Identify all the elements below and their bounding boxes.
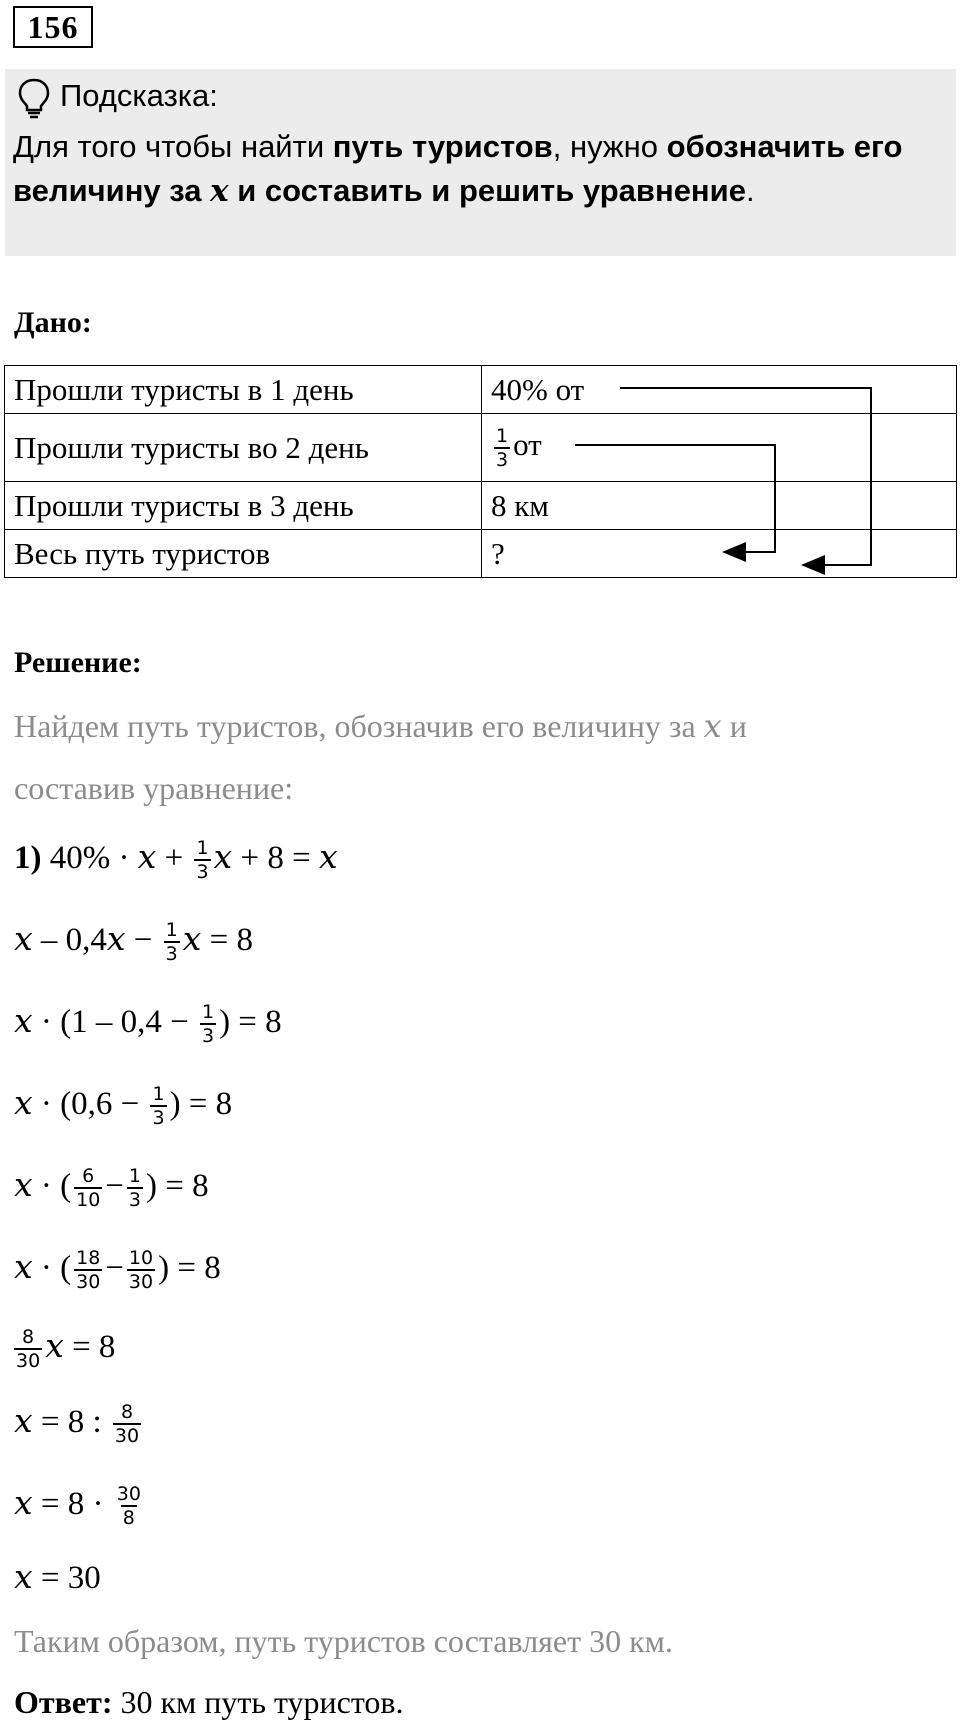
equation-10: x = 30	[14, 1557, 101, 1596]
hint-emphasis: обозначить его	[666, 129, 903, 164]
table-cell-value: 40% от	[482, 366, 957, 414]
equation-9: x = 8 · $\frac{30}{8}$	[14, 1483, 141, 1530]
table-row	[5, 414, 957, 482]
equation-1: 1) 40% · x + $\frac{1}{3}$ x + 8 = x	[14, 837, 338, 884]
table-cell-label: Прошли туристы в 3 день	[5, 482, 482, 530]
hint-text: , нужно	[552, 129, 667, 164]
hint-title: Подсказка:	[60, 78, 218, 113]
task-number: 156	[13, 6, 93, 48]
table-cell-label: Прошли туристы во 2 день	[5, 414, 482, 482]
conclusion: Таким образом, путь туристов составляет 30 км.	[14, 1623, 673, 1659]
equation-6: x · ( $\frac{18}{30}$ − $\frac{10}{30}$ ) = 8	[14, 1247, 221, 1294]
equation-7: $\frac{8}{30}$ x = 8	[16, 1326, 116, 1373]
table-cell-value: $\frac{1}{3}$ от	[482, 414, 957, 482]
equation-3: x · (1 – 0,4 − $\frac{1}{3}$ ) = 8	[14, 1001, 282, 1048]
solution-intro-line-2: составив уравнение:	[14, 770, 294, 806]
lightbulb-icon	[16, 76, 52, 120]
table-cell-value: ?	[482, 530, 957, 578]
table-row	[5, 530, 957, 578]
hint-text-line-2	[13, 171, 755, 211]
table-row	[5, 366, 957, 414]
hint-text-line-1	[13, 127, 902, 167]
hint-emphasis: и составить и решить уравнение	[228, 173, 746, 208]
equation-4: x · (0,6 − $\frac{1}{3}$ ) = 8	[14, 1083, 233, 1130]
answer: Ответ: 30 км путь туристов.	[14, 1684, 404, 1720]
table-cell-value: 8 км	[482, 482, 957, 530]
variable-x: x	[210, 173, 229, 209]
table-cell-label: Весь путь туристов	[5, 530, 482, 578]
table-row	[5, 482, 957, 530]
hint-emphasis: путь туристов	[332, 129, 553, 164]
given-heading: Дано:	[14, 306, 92, 339]
equation-2: x – 0,4x − $\frac{1}{3}$ x = 8	[14, 919, 253, 966]
equation-8: x = 8 : $\frac{8}{30}$	[14, 1401, 140, 1448]
fraction: $\frac{1}{3}$	[496, 424, 509, 471]
given-table	[4, 365, 957, 578]
solution-heading: Решение:	[14, 646, 142, 679]
hint-text: Для того чтобы найти	[13, 129, 333, 164]
hint-text: .	[745, 173, 755, 208]
solution-intro-line-1: Найдем путь туристов, обозначив его величину за x и	[14, 707, 747, 745]
hint-emphasis: величину за	[13, 173, 211, 208]
table-cell-label: Прошли туристы в 1 день	[5, 366, 482, 414]
equation-5: x · ( $\frac{6}{10}$ − $\frac{1}{3}$ ) = 8	[14, 1165, 209, 1212]
